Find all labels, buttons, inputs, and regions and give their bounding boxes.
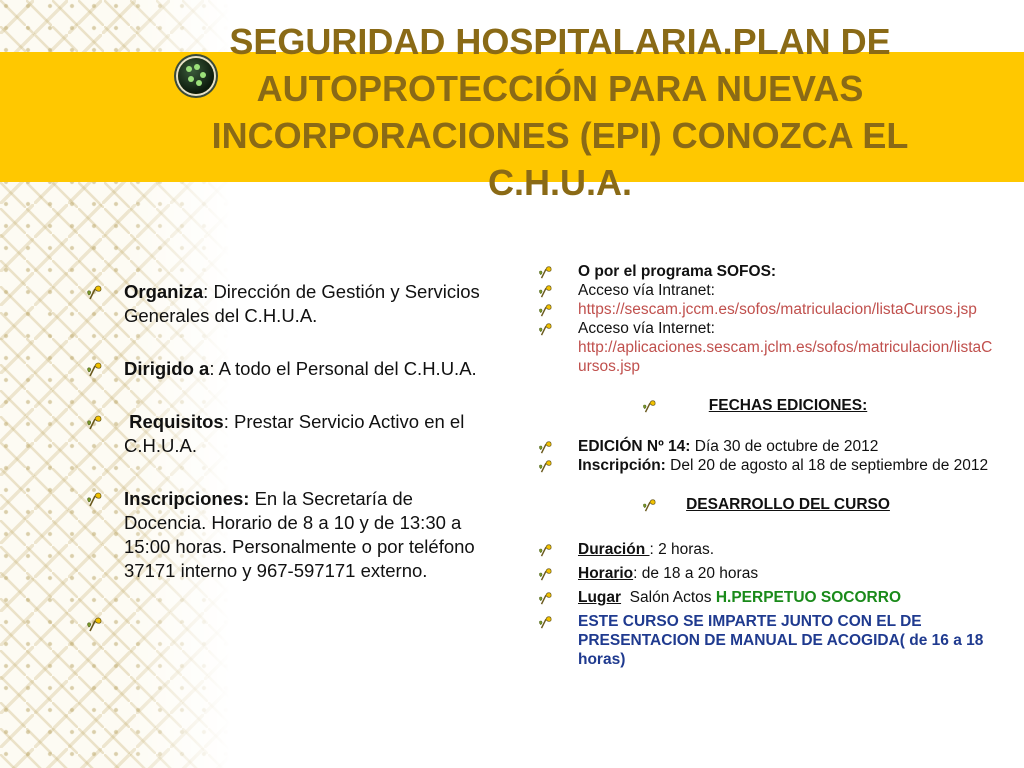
lugar-place: H.PERPETUO SOCORRO: [715, 589, 902, 606]
bullet-icon: [538, 543, 552, 557]
organiza-label: Organiza: [124, 281, 204, 302]
bullet-icon: [538, 265, 552, 279]
intranet-link[interactable]: https://sescam.jccm.es/sofos/matriculacion/listaCursos.jsp: [578, 301, 977, 318]
bullet-icon: [86, 414, 102, 430]
bullet-icon: [538, 591, 552, 605]
inscripciones-item: [86, 487, 486, 583]
duracion-label: Duración: [578, 541, 650, 558]
inscripcion-label: Inscripción:: [578, 457, 666, 474]
title-band-fade: [0, 52, 150, 182]
horario-item: [538, 564, 998, 583]
organiza-item: [86, 280, 486, 328]
note-text: ESTE CURSO SE IMPARTE JUNTO CON EL DE PRESENTACION DE MANUAL DE ACOGIDA( de 16 a 18 horas): [578, 613, 984, 668]
inscripcion-text: Del 20 de agosto al 18 de septiembre de 2012: [665, 457, 989, 474]
slide-title: SEGURIDAD HOSPITALARIA.PLAN DE AUTOPROTECCIÓN PARA NUEVAS INCORPORACIONES (EPI) CONOZCA EL C.H.U.A.: [211, 21, 909, 203]
bullet-icon: [642, 399, 656, 413]
duracion-text: : 2 horas.: [649, 541, 715, 558]
intranet-item: [538, 281, 998, 300]
internet-item: [538, 319, 998, 376]
horario-label: Horario: [578, 565, 634, 582]
dirigido-item: [86, 357, 486, 381]
edicion-label: EDICIÓN Nº 14:: [578, 438, 691, 455]
edicion-item: [538, 437, 998, 456]
intranet-label: Acceso vía Intranet:: [578, 282, 715, 299]
requisitos-item: [86, 410, 486, 458]
right-bullet-list: [538, 262, 998, 669]
note-item: [538, 612, 998, 669]
desarrollo-heading: DESARROLLO DEL CURSO: [686, 496, 890, 513]
sofos-text: O por el programa SOFOS:: [578, 263, 777, 280]
bullet-icon: [642, 498, 656, 512]
bullet-icon: [538, 567, 552, 581]
intranet-url-item: [538, 300, 998, 319]
empty-item: [86, 612, 486, 634]
duracion-item: [538, 540, 998, 559]
inscripcion-item: [538, 456, 998, 475]
edicion-text: Día 30 de octubre de 2012: [690, 438, 879, 455]
fechas-heading: FECHAS EDICIONES:: [708, 397, 868, 414]
internet-label: Acceso vía Internet:: [578, 320, 715, 337]
inscripciones-text: En la Secretaría de Docencia. Horario de 8 a 10 y de 13:30 a 15:00 horas. Personalmente o por teléfono 37171 interno y 967-597171 externo.: [124, 488, 475, 581]
left-bullet-list: [86, 280, 486, 634]
lugar-item: [538, 588, 998, 607]
bullet-icon: [538, 322, 552, 336]
requisitos-label: Requisitos: [129, 411, 224, 432]
horario-text: : de 18 a 20 horas: [633, 565, 759, 582]
sofos-item: [538, 262, 998, 281]
organiza-text: : Dirección de Gestión y Servicios Generales del C.H.U.A.: [124, 281, 480, 326]
fechas-heading-item: [538, 396, 998, 415]
bullet-icon: [538, 284, 552, 298]
dirigido-label: Dirigido a: [124, 358, 210, 379]
inscripciones-label: Inscripciones:: [124, 488, 250, 509]
bullet-icon: [538, 440, 552, 454]
bullet-icon: [538, 615, 552, 629]
bullet-icon: [86, 491, 102, 507]
bullet-icon: [86, 284, 102, 300]
bullet-icon: [86, 616, 102, 632]
desarrollo-heading-item: [538, 495, 998, 514]
bullet-icon: [538, 303, 552, 317]
lugar-label: Lugar: [578, 589, 622, 606]
bullet-icon: [538, 459, 552, 473]
dirigido-text: : A todo el Personal del C.H.U.A.: [209, 358, 477, 379]
requisitos-text: : Prestar Servicio Activo en el C.H.U.A.: [124, 411, 465, 456]
lugar-text: Salón Actos: [621, 589, 716, 606]
bullet-icon: [86, 361, 102, 377]
internet-link[interactable]: http://aplicaciones.sescam.jclm.es/sofos/matriculacion/listaCursos.jsp: [578, 339, 993, 375]
